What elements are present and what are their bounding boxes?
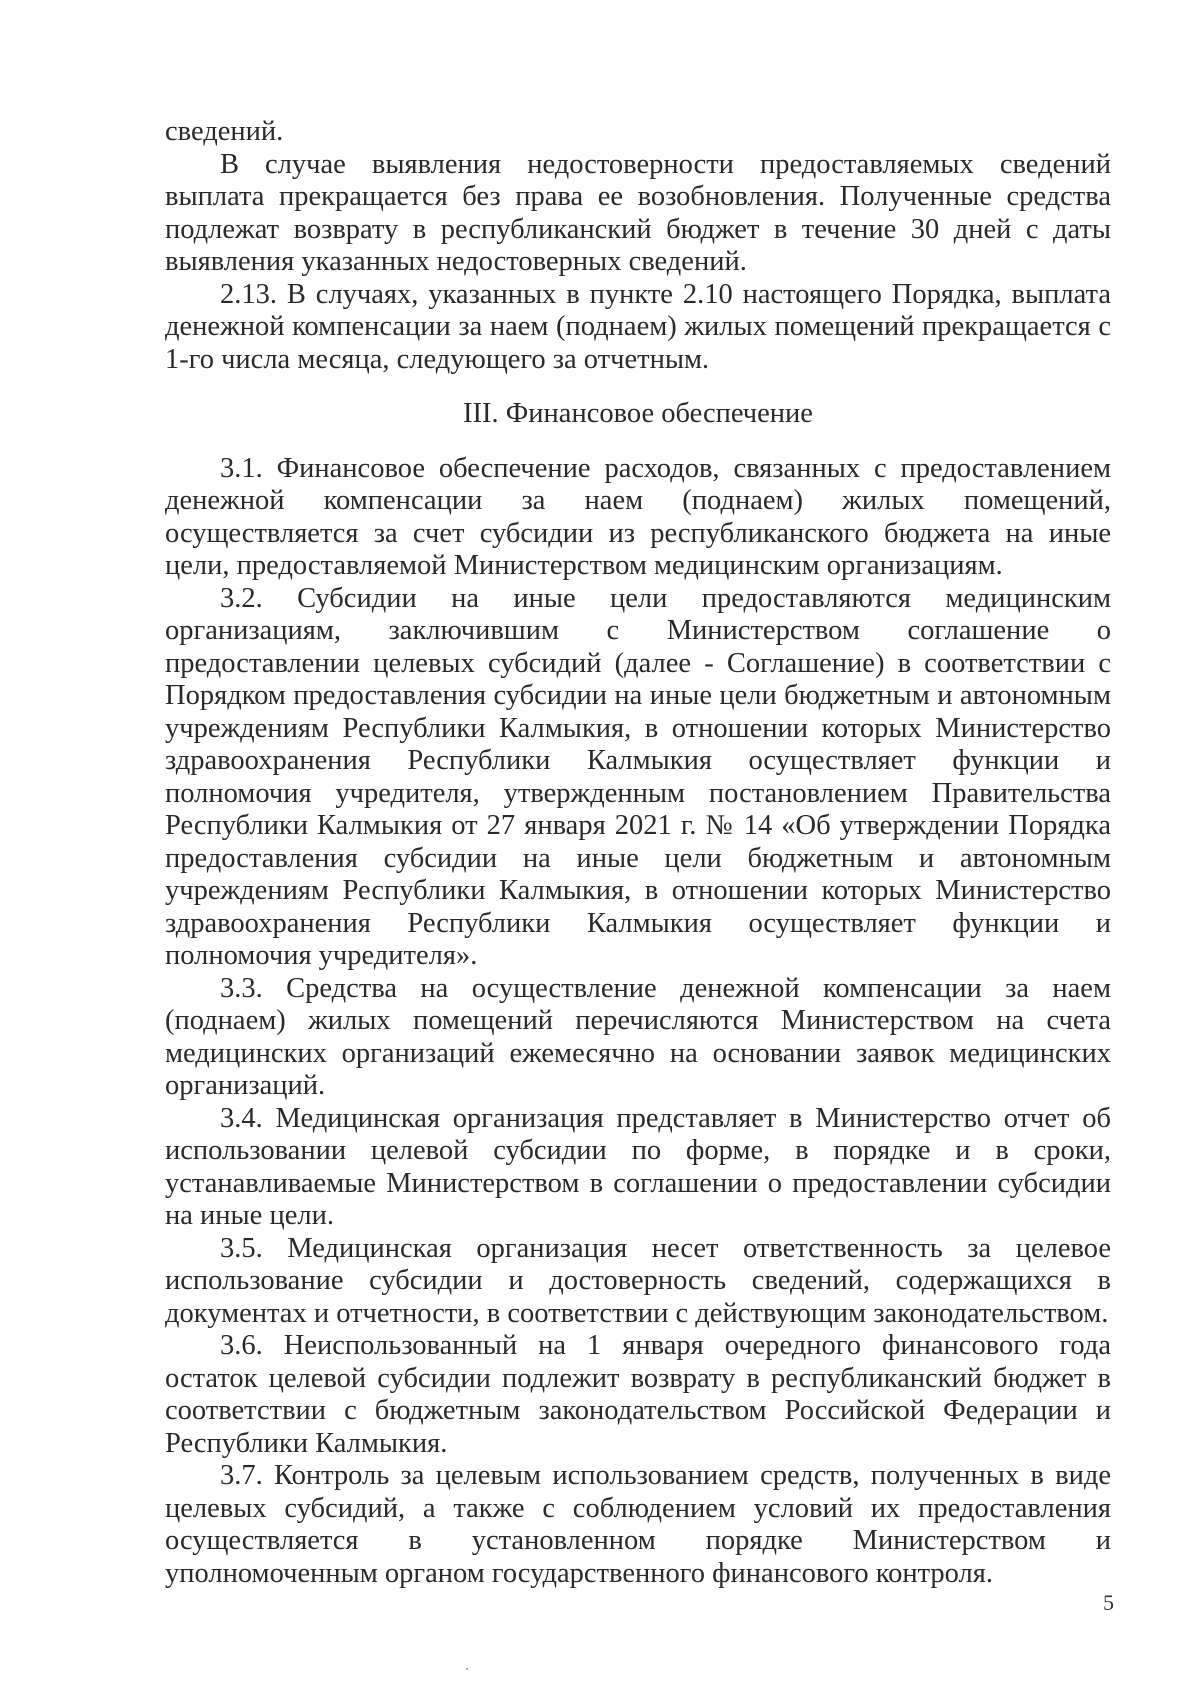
page-number: 5 [1103, 1590, 1114, 1615]
paragraph-3-4: 3.4. Медицинская организация представляет в Министерство отчет об использовании целевой субсидии по форме, в порядке и в сроки, устанавливаемые Министерством в соглашении о предоставлении субсидии на иные цели. [165, 1102, 1111, 1231]
paragraph-3-7: 3.7. Контроль за целевым использованием средств, полученных в виде целевых субсидий, а также с соблюдением условий их предоставления осуществляется в установленном порядке Министерством и уполномоченным органом государственного финансового контроля. [165, 1460, 1111, 1589]
paragraph-3-5: 3.5. Медицинская организация несет ответственность за целевое использование субсидии и достоверность сведений, содержащихся в документах и отчетности, в соответствии с действующим законодательством. [165, 1232, 1111, 1329]
section-heading: III. Финансовое обеспечение [463, 398, 813, 429]
paragraph-invalid-data-clause: В случае выявления недостоверности предоставляемых сведений выплата прекращается без права ее возобновления. Полученные средства подлежат возврату в республиканский бюджет в течение 30 дней с даты выявления указанных недостоверных сведений. [165, 148, 1111, 277]
paragraph-3-1: 3.1. Финансовое обеспечение расходов, связанных с предоставлением денежной компенсации за наем (поднаем) жилых помещений, осуществляется за счет субсидии из республиканского бюджета на иные цели, предоставляемой Министерством медицинским организациям. [165, 452, 1111, 581]
paragraph-3-6: 3.6. Неиспользованный на 1 января очередного финансового года остаток целевой субсидии подлежит возврату в республиканский бюджет в соответствии с бюджетным законодательством Российской Федерации и Республики Калмыкия. [165, 1330, 1111, 1459]
paragraph-3-3: 3.3. Средства на осуществление денежной компенсации за наем (поднаем) жилых помещений перечисляются Министерством на счета медицинских организаций ежемесячно на основании заявок медицинских организаций. [165, 972, 1111, 1101]
paragraph-3-2: 3.2. Субсидии на иные цели предоставляются медицинским организациям, заключившим с Министерством соглашение о предоставлении целевых субсидий (далее - Соглашение) в соответствии с Порядком предоставления субсидии на иные цели бюджетным и автономным учреждениям Республики Калмыкия, в отношении которых Министерство здравоохранения Республики Калмыкия осуществляет функции и полномочия учредителя, утвержденным постановлением Правительства Республики Калмыкия от 27 января 2021 г. № 14 «Об утверждении Порядка предоставления субсидии на иные цели бюджетным и автономным учреждениям Республики Калмыкия, в отношении которых Министерство здравоохранения Республики Калмыкия осуществляет функции и полномочия учредителя». [165, 582, 1111, 971]
scan-speck [466, 1668, 468, 1670]
paragraph-continuation: сведений. [165, 116, 284, 147]
document-body [165, 116, 1111, 1590]
paragraph-2-13: 2.13. В случаях, указанных в пункте 2.10 настоящего Порядка, выплата денежной компенсации за наем (поднаем) жилых помещений прекращается с 1-го числа месяца, следующего за отчетным. [165, 278, 1111, 375]
